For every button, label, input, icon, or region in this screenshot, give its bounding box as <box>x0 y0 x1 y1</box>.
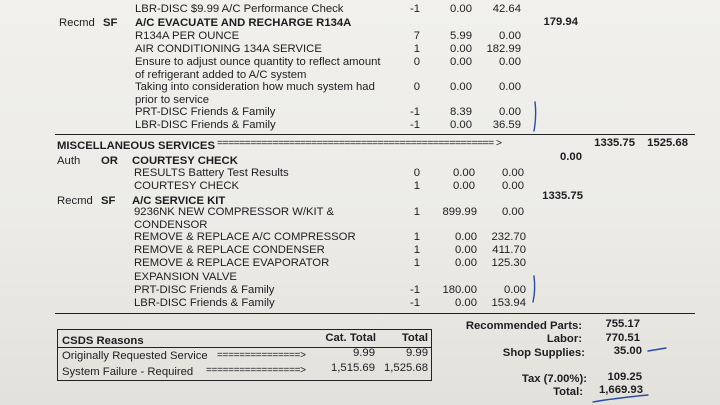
line-desc: COURTESY CHECK <box>132 155 238 167</box>
section-grand-total: 1525.68 <box>647 137 688 149</box>
line-amount: 0.00 <box>499 81 521 93</box>
line-price: 0.00 <box>450 119 472 131</box>
line-desc: REMOVE & REPLACE CONDENSER <box>134 244 325 256</box>
line-desc: A/C EVACUATE AND RECHARGE R134A <box>135 17 352 29</box>
line-amount: 36.59 <box>492 119 521 131</box>
line-price: 5.99 <box>450 30 472 42</box>
line-desc: REMOVE & REPLACE EVAPORATOR <box>134 257 330 269</box>
section-divider <box>55 134 695 135</box>
line-amount: 0.00 <box>502 180 524 192</box>
line-total: 179.94 <box>543 16 578 28</box>
line-status: Recmd <box>57 195 93 207</box>
line-code: SF <box>103 17 118 29</box>
line-amount: 0.00 <box>502 206 524 218</box>
line-price: 0.00 <box>455 244 477 256</box>
csds-row-total: 9.99 <box>406 347 428 359</box>
summary-label: Tax (7.00%): <box>521 373 587 385</box>
line-code: OR <box>101 155 118 167</box>
line-amount: 182.99 <box>486 43 521 55</box>
line-desc: prior to service <box>135 94 210 106</box>
csds-row-label: Originally Requested Service <box>62 350 208 362</box>
line-desc: A/C SERVICE KIT <box>132 195 226 207</box>
line-total: 1335.75 <box>542 190 583 202</box>
line-desc: LBR-DISC $9.99 A/C Performance Check <box>135 3 344 15</box>
csds-total-header: Total <box>401 332 428 344</box>
line-qty: -1 <box>409 284 420 296</box>
line-desc: REMOVE & REPLACE A/C COMPRESSOR <box>134 231 356 243</box>
summary-label: Total: <box>553 386 583 398</box>
line-amount: 0.00 <box>499 56 521 68</box>
line-amount: 153.94 <box>491 297 526 309</box>
line-price: 0.00 <box>450 3 472 15</box>
summary-value: 1,669.93 <box>599 384 643 396</box>
line-qty: 1 <box>413 43 420 55</box>
line-qty: 1 <box>413 257 420 269</box>
pen-tick-mark <box>527 274 541 306</box>
summary-value: 109.25 <box>607 371 642 383</box>
line-price: 0.00 <box>453 167 475 179</box>
line-desc: PRT-DISC Friends & Family <box>135 106 276 118</box>
line-status: Recmd <box>59 17 95 29</box>
line-desc: Ensure to adjust ounce quantity to reflect amount <box>135 56 381 68</box>
line-qty: 0 <box>413 167 420 179</box>
line-qty: 0 <box>413 81 420 93</box>
csds-cat-total-header: Cat. Total <box>325 332 376 344</box>
line-amount: 0.00 <box>499 30 521 42</box>
line-qty: 1 <box>413 231 420 243</box>
summary-label: Labor: <box>546 333 582 345</box>
pen-tick-mark <box>528 100 542 134</box>
line-desc: R134A PER OUNCE <box>135 30 240 42</box>
csds-row-separator: =================> <box>206 365 306 376</box>
line-qty: 0 <box>413 56 420 68</box>
summary-value: 755.17 <box>605 318 640 330</box>
line-desc: COURTESY CHECK <box>134 180 240 192</box>
line-amount: 0.00 <box>499 106 521 118</box>
line-price: 180.00 <box>442 284 477 296</box>
line-price: 0.00 <box>450 56 472 68</box>
line-price: 0.00 <box>453 180 475 192</box>
line-desc: LBR-DISC Friends & Family <box>134 297 275 309</box>
line-desc: RESULTS Battery Test Results <box>134 167 289 179</box>
line-price: 0.00 <box>455 297 477 309</box>
csds-row-label: System Failure - Required <box>62 366 194 378</box>
csds-row-separator: ===============> <box>217 350 306 361</box>
pen-dash-mark <box>646 345 668 355</box>
line-desc: EXPANSION VALVE <box>134 271 237 283</box>
line-amount: 411.70 <box>492 244 526 256</box>
line-code: SF <box>101 195 116 207</box>
summary-label: Recommended Parts: <box>465 320 582 332</box>
line-price: 0.00 <box>455 231 477 243</box>
line-qty: -1 <box>409 297 420 309</box>
line-desc: AIR CONDITIONING 134A SERVICE <box>135 43 322 55</box>
csds-title: CSDS Reasons <box>62 335 144 347</box>
csds-row-cat-total: 1,515.69 <box>331 362 375 374</box>
line-desc: LBR-DISC Friends & Family <box>135 119 276 131</box>
line-amount: 0.00 <box>504 284 526 296</box>
line-total: 0.00 <box>560 151 582 163</box>
line-amount: 125.30 <box>491 257 526 269</box>
summary-label: Shop Supplies: <box>502 347 585 359</box>
line-price: 0.00 <box>450 43 472 55</box>
section-total: 1335.75 <box>594 137 635 149</box>
line-amount: 232.70 <box>491 231 526 243</box>
line-amount: 0.00 <box>502 167 524 179</box>
line-desc: of refrigerant added to A/C system <box>135 69 307 81</box>
section-divider <box>55 313 695 314</box>
section-title: MISCELLANEOUS SERVICES <box>57 140 215 152</box>
line-price: 8.39 <box>450 106 472 118</box>
section-separator: ================================================== > <box>217 137 502 149</box>
line-price: 0.00 <box>450 81 472 93</box>
line-qty: 1 <box>413 180 420 192</box>
line-desc: CONDENSOR <box>134 219 208 231</box>
line-desc: 9236NK NEW COMPRESSOR W/KIT & <box>134 206 335 218</box>
line-qty: -1 <box>409 106 420 118</box>
csds-row-total: 1,525.68 <box>384 362 428 374</box>
line-qty: -1 <box>409 3 420 15</box>
line-price: 899.99 <box>442 206 477 218</box>
line-desc: Taking into consideration how much system had <box>135 81 375 93</box>
line-status: Auth <box>57 155 81 167</box>
line-desc: PRT-DISC Friends & Family <box>134 284 275 296</box>
csds-row-cat-total: 9.99 <box>353 347 375 359</box>
pen-underline-mark <box>590 393 652 405</box>
line-qty: 7 <box>413 30 420 42</box>
line-price: 0.00 <box>455 257 477 269</box>
summary-value: 770.51 <box>605 332 640 344</box>
line-qty: 1 <box>413 244 420 256</box>
summary-value: 35.00 <box>613 345 642 357</box>
line-qty: 1 <box>413 206 420 218</box>
line-amount: 42.64 <box>492 3 521 15</box>
line-qty: -1 <box>409 119 420 131</box>
